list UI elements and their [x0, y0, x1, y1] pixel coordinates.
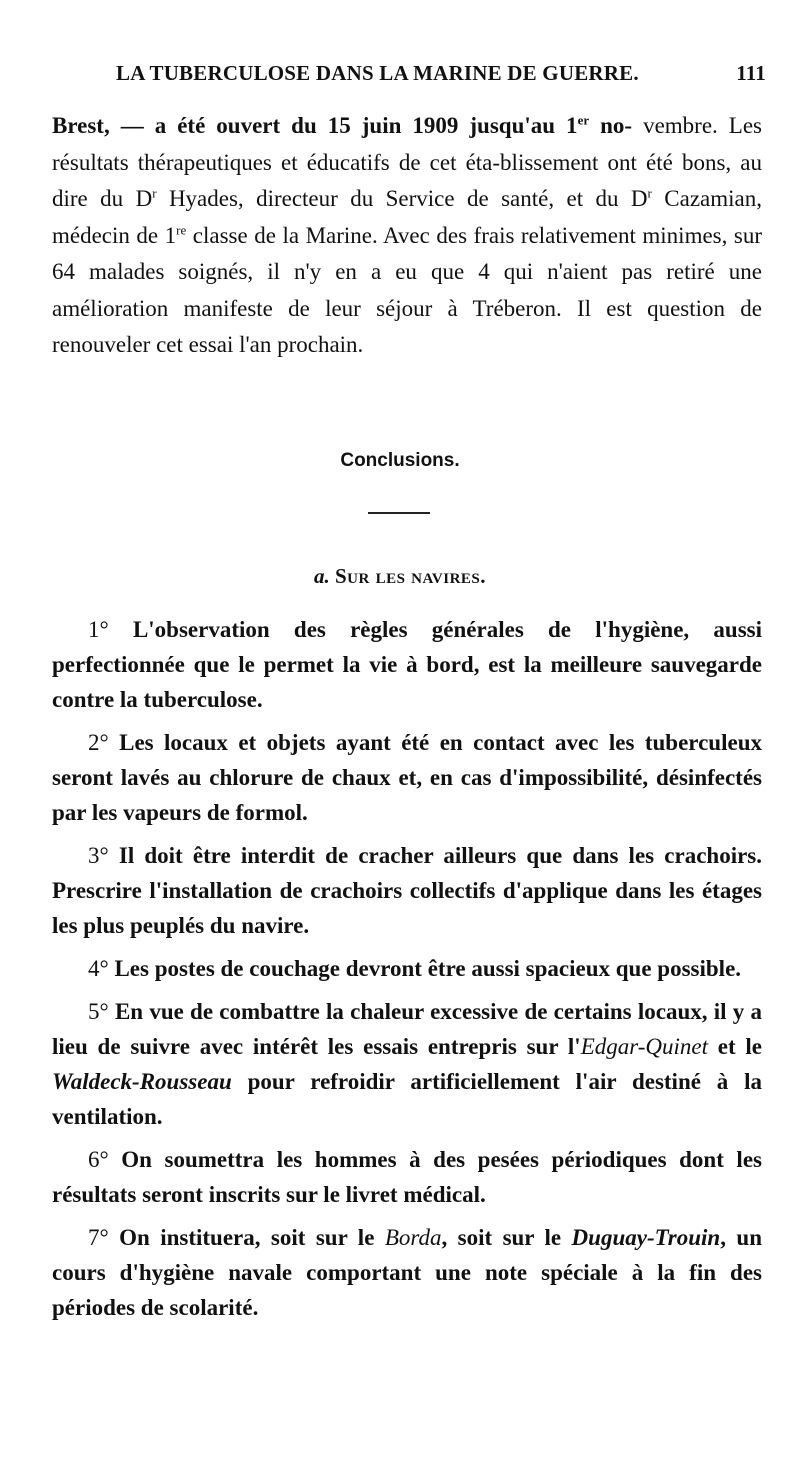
intro-bold-tail: no-	[589, 113, 633, 138]
sub-heading	[0, 562, 800, 590]
ship-name: Edgar-Quinet	[580, 1034, 708, 1059]
conclusions-list	[52, 612, 762, 1333]
item-text-part: , soit sur le	[441, 1225, 572, 1250]
list-item	[52, 1142, 762, 1212]
intro-part-2: Hyades, directeur du Service de santé, et du D	[156, 186, 648, 211]
item-text-part: En vue de combattre la chaleur excessive de certains locaux, il y a lieu de suivre avec intérêt les essais entrepris sur l'	[52, 999, 762, 1059]
item-text-part: On instituera, soit sur le	[108, 1225, 385, 1250]
intro-bold-lead: Brest, — a été ouvert du 15 juin 1909 jusqu'au 1	[52, 113, 578, 138]
intro-part-1: vembre. Les résultats thérapeutiques et éducatifs de cet éta-blissement ont été bons, au dire du D	[52, 113, 763, 211]
sub-heading-text: Sur les navires.	[334, 564, 487, 588]
ship-name: Waldeck-Rousseau	[52, 1069, 232, 1094]
list-item	[52, 612, 762, 717]
item-text-part: et le	[708, 1034, 763, 1059]
intro-bold-lead-sup: er	[577, 112, 590, 128]
item-number: 1°	[88, 617, 109, 642]
running-head-title: LA TUBERCULOSE DANS LA MARINE DE GUERRE.	[116, 61, 639, 85]
list-item	[52, 838, 762, 943]
intro-rest	[52, 113, 762, 357]
item-text-part: , un cours d'hygiène navale comportant une note spéciale à la fin des périodes de scolarité.	[52, 1225, 762, 1320]
heading-rule	[368, 512, 430, 514]
intro-sup-2: r	[647, 185, 652, 201]
item-text: Il doit être interdit de cracher ailleurs que dans les crachoirs. Prescrire l'installation de crachoirs collectifs d'applique dans les étages les plus peuplés du navire.	[52, 843, 762, 938]
page-number: 111	[736, 61, 766, 85]
list-item	[52, 1220, 762, 1325]
intro-part-4: classe de la Marine. Avec des frais relativement minimes, sur 64 malades soignés, il n'y en a eu que 4 qui n'aient pas retiré une amélioration manifeste de leur séjour à Tréberon. Il est question de renouveler cet essai l'an prochain.	[52, 222, 762, 357]
intro-sup-3: re	[176, 221, 187, 237]
ship-name: Duguay-Trouin	[571, 1225, 721, 1250]
item-number: 6°	[88, 1147, 109, 1172]
item-number: 7°	[88, 1225, 109, 1250]
running-head	[116, 60, 766, 86]
list-item	[52, 951, 762, 986]
list-item	[52, 994, 762, 1134]
item-number: 5°	[88, 999, 109, 1024]
ship-name: Borda	[384, 1225, 442, 1250]
sub-heading-letter: a.	[313, 564, 330, 588]
item-number: 3°	[88, 843, 109, 868]
intro-paragraph	[52, 108, 762, 364]
intro-part-3: Cazamian, médecin de 1	[52, 186, 762, 248]
item-text-part: pour refroidir artificiellement l'air destiné à la ventilation.	[52, 1069, 762, 1129]
item-number: 4°	[88, 956, 109, 981]
item-number: 2°	[88, 730, 109, 755]
item-text: On soumettra les hommes à des pesées périodiques dont les résultats seront inscrits sur le livret médical.	[52, 1147, 762, 1207]
list-item	[52, 725, 762, 830]
item-text: Les postes de couchage devront être aussi spacieux que possible.	[108, 956, 742, 981]
intro-sup-1: r	[152, 185, 157, 201]
item-text: L'observation des règles générales de l'hygiène, aussi perfectionnée que le permet la vie à bord, est la meilleure sauvegarde contre la tuberculose.	[52, 617, 762, 712]
item-text: Les locaux et objets ayant été en contact avec les tuberculeux seront lavés au chlorure de chaux et, en cas d'impossibilité, désinfectés par les vapeurs de formol.	[52, 730, 762, 825]
section-heading: Conclusions.	[340, 450, 460, 471]
